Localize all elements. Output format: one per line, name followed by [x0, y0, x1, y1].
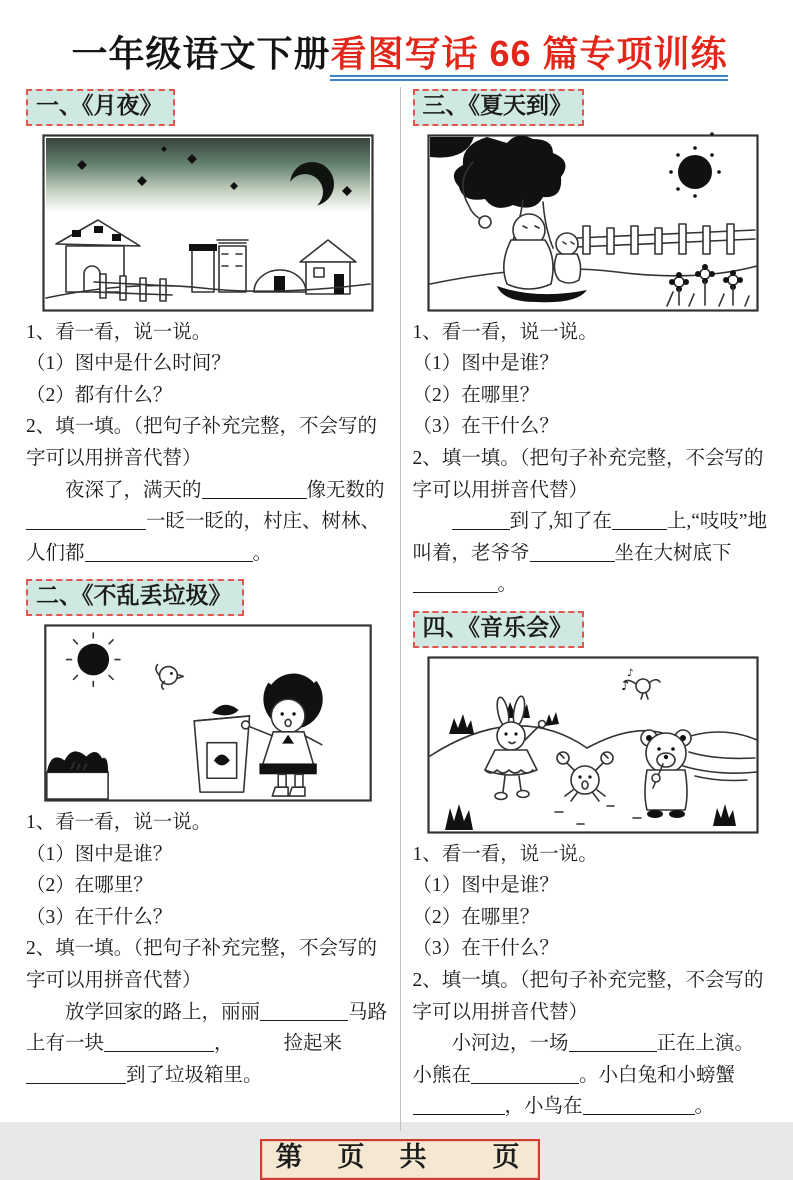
question-1: 1、看一看，说一说。: [412, 843, 598, 865]
fill-blank: [104, 1031, 214, 1052]
fill-text: 到了垃圾箱里。: [126, 1064, 263, 1086]
fill-in-paragraph: [26, 475, 390, 570]
question-2: 2、填一填。（把句子补充完整，不会写的字可以用拼音代替）: [26, 416, 378, 470]
section-heading-label: 一、《月夜》: [36, 93, 163, 118]
section-heading-chip: [26, 579, 244, 616]
fill-in-paragraph: [413, 506, 774, 601]
girl-trash-illustration: [42, 624, 374, 802]
fill-blank: [26, 1063, 126, 1084]
fill-text: 到了,知了在: [509, 511, 612, 533]
section-heading-chip: [26, 89, 175, 126]
fill-blank: [413, 573, 498, 594]
section-moon-night: [26, 87, 390, 569]
title-red-part: 看图写话 66 篇专项训练: [330, 33, 727, 81]
section-heading-label: 三、《夏天到》: [422, 93, 572, 118]
section-concert: [413, 609, 774, 1123]
fill-text: 。: [252, 542, 273, 564]
question-2: 2、填一填。（把句子补充完整，不会写的字可以用拼音代替）: [412, 970, 764, 1023]
page-title: [26, 26, 773, 77]
sub-question: （3）在干什么？: [412, 938, 559, 960]
sub-question: （1）图中是谁？: [26, 843, 173, 865]
section-heading-label: 二、《不乱丢垃圾》: [36, 583, 232, 609]
svg-text:♪: ♪: [620, 678, 630, 694]
section-summer-arrives: [413, 87, 774, 601]
fill-in-paragraph: [26, 997, 390, 1092]
question-2: 2、填一填。（把句子补充完整，不会写的字可以用拼音代替）: [26, 938, 378, 992]
fill-blank: [471, 1063, 579, 1084]
fill-in-paragraph: [413, 1028, 774, 1123]
fill-blank: [569, 1031, 657, 1052]
page-number-box: 第 页 共 页: [260, 1139, 540, 1180]
sub-question: （2）在哪里？: [412, 384, 540, 406]
fill-text: 。小白兔和小螃蟹: [579, 1064, 736, 1086]
section-heading-label: 四、《音乐会》: [422, 614, 572, 640]
page-footer: [26, 1139, 773, 1180]
fill-text: 像无数的: [306, 479, 385, 501]
question-1: 1、看一看，说一说。: [26, 812, 212, 834]
fill-text: 。: [694, 1096, 715, 1118]
fill-blank: [530, 541, 615, 562]
sub-question: （3）在干什么？: [26, 906, 173, 928]
section-no-littering: [26, 577, 390, 1091]
moon-night-illustration: [42, 134, 374, 312]
concert-illustration: [427, 656, 759, 834]
fill-blank: [583, 1094, 695, 1115]
fill-text: 。: [497, 574, 518, 596]
sub-question: （1）图中是谁？: [412, 875, 559, 897]
sub-question: （1）图中是谁？: [412, 353, 559, 375]
fill-blank: [612, 509, 667, 530]
fill-text: 一眨一眨的，村庄、树林、人们都: [26, 511, 381, 564]
bush-and-wall: [47, 752, 108, 800]
fill-blank: [260, 1000, 348, 1021]
title-black-part: 一年级语文下册: [71, 33, 331, 74]
question-1: 1、看一看，说一说。: [412, 321, 598, 343]
bear-figure: [641, 730, 691, 818]
fill-text: 捡起来: [283, 1033, 343, 1055]
section-heading-chip: [413, 611, 585, 648]
sub-question: （3）在干什么？: [412, 416, 559, 438]
sub-question: （2）都有什么？: [26, 384, 173, 406]
fill-text: 坐在大树底下: [614, 542, 732, 564]
fill-blank: [452, 509, 510, 530]
two-column-layout: [26, 87, 773, 1131]
fill-text: 夜深了，满天的: [65, 479, 202, 501]
fill-blank: [26, 509, 146, 530]
fill-blank: [85, 541, 253, 562]
fill-blank: [413, 1094, 505, 1115]
question-1: 1、看一看，说一说。: [26, 321, 212, 343]
fill-text: 马路上有一块: [26, 1001, 388, 1055]
svg-text:♪: ♪: [626, 667, 634, 679]
fill-blank: [202, 478, 307, 499]
crescent-moon-icon: [290, 162, 334, 206]
fill-text: 正在上演。小熊在: [412, 1033, 755, 1086]
sub-question: （2）在哪里？: [26, 875, 153, 897]
fill-text: ，: [214, 1033, 234, 1055]
sub-question: （1）图中是什么时间？: [26, 353, 231, 375]
fill-text: 放学回家的路上，丽丽: [65, 1001, 261, 1023]
section-heading-chip: [413, 89, 585, 126]
cicada-icon: [479, 216, 491, 228]
fill-text: ，小鸟在: [504, 1096, 583, 1118]
fill-text: 上,“吱吱”地叫着，老爷爷: [412, 511, 768, 564]
summer-illustration: [427, 134, 759, 312]
left-column: [26, 87, 400, 1131]
question-2: 2、填一填。（把句子补充完整，不会写的字可以用拼音代替）: [412, 448, 764, 501]
sub-question: （2）在哪里？: [412, 906, 540, 928]
fill-text: 小河边，一场: [451, 1033, 569, 1055]
right-column: [400, 87, 774, 1131]
